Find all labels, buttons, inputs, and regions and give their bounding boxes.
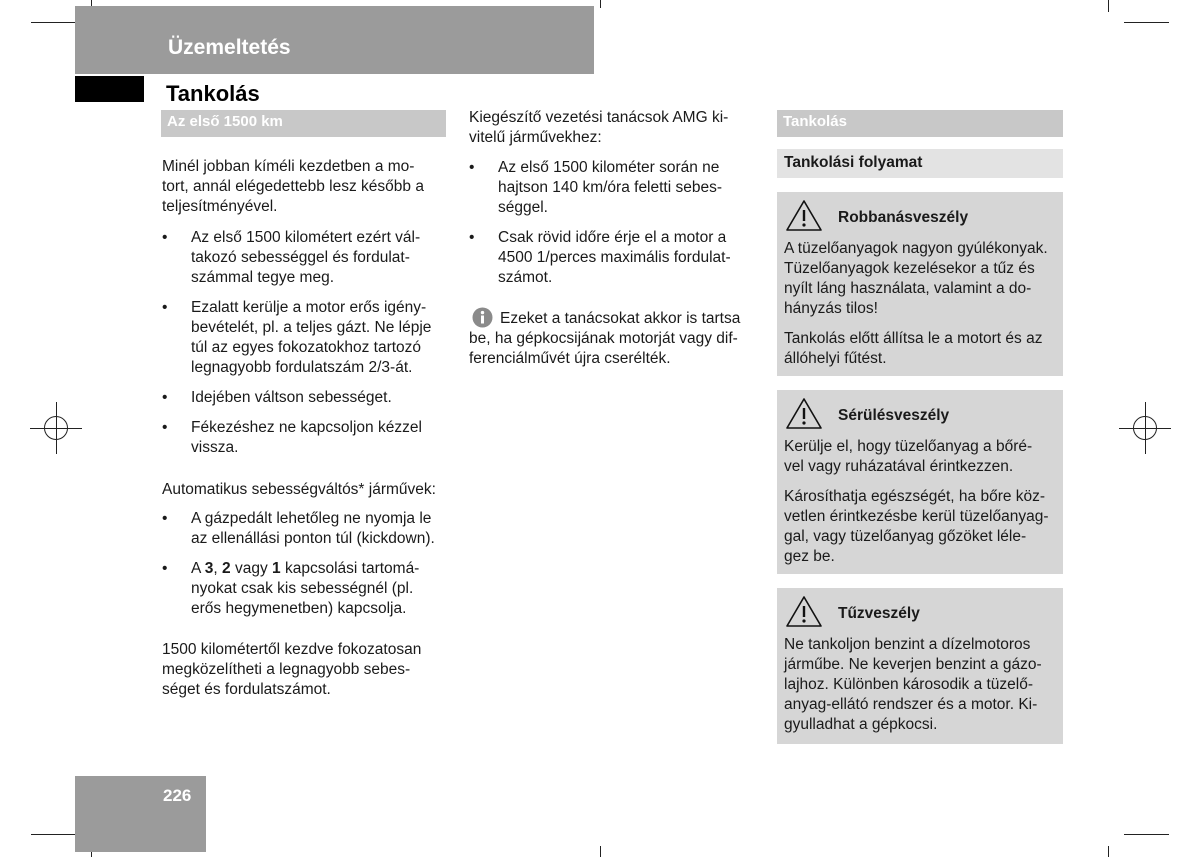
- text-line: Kiegészítő vezetési tanácsok AMG ki-: [469, 109, 729, 126]
- text-line: Károsíthatja egészségét, ha bőre köz-: [784, 488, 1046, 505]
- text-line: 1500 kilométertől kezdve fokozatosan: [162, 641, 422, 658]
- text-run: vagy: [230, 560, 273, 577]
- text-line: Az első 1500 kilométer során ne: [498, 159, 720, 176]
- bullet: •: [162, 229, 168, 246]
- text-line: Ne tankoljon benzint a dízelmotoros: [784, 636, 1031, 653]
- bullet: •: [469, 159, 475, 176]
- text-line: túl az egyes fokozatokhoz tartozó: [191, 339, 422, 356]
- crop-mark: [1108, 0, 1109, 12]
- text-line: vitelű járművekhez:: [469, 129, 602, 146]
- text-line: bevételét, pl. a teljes gázt. Ne lépje: [191, 319, 432, 336]
- text-line: gyulladhat a gépkocsi.: [784, 716, 938, 733]
- text-line: vissza.: [191, 439, 239, 456]
- text-line: Az első 1500 kilométert ezért vál-: [191, 229, 421, 246]
- text-line: [191, 559, 419, 579]
- text-line: állóhelyi fűtést.: [784, 350, 887, 367]
- crop-mark: [600, 0, 601, 8]
- warning-title: Robbanásveszély: [838, 209, 969, 226]
- crop-mark: [31, 22, 76, 23]
- registration-mark-icon: [38, 410, 74, 446]
- crop-mark: [1124, 22, 1169, 23]
- text-line: Csak rövid időre érje el a motor a: [498, 229, 727, 246]
- text-line: nyokat csak kis sebességnél (pl.: [191, 580, 414, 597]
- info-note: [469, 309, 740, 369]
- warning-text: [784, 239, 1048, 369]
- page-number: 226: [163, 786, 192, 805]
- page-title: Tankolás: [166, 81, 260, 106]
- crop-mark: [1124, 834, 1169, 835]
- warning-text: [784, 437, 1049, 567]
- text-run: ,: [213, 560, 223, 577]
- text-line: járműbe. Ne keverjen benzint a gázo-: [784, 656, 1042, 673]
- gear-range-2: 2: [222, 560, 231, 577]
- text-line: erős hegymenetben) kapcsolja.: [191, 600, 407, 617]
- text-run: kapcsolási tartomá-: [280, 560, 420, 577]
- warning-box-injury: [777, 390, 1063, 574]
- section-marker: [75, 76, 144, 102]
- bullet: •: [162, 510, 168, 527]
- bullet: •: [469, 229, 475, 246]
- text-line: Ezeket a tanácsokat akkor is tartsa: [500, 310, 741, 327]
- warning-box-explosion: [777, 192, 1063, 376]
- crop-mark: [31, 834, 76, 835]
- warning-text: [784, 635, 1042, 735]
- gear-range-1: 1: [272, 560, 281, 577]
- text-line: ferenciálművét újra cserélték.: [469, 350, 671, 367]
- text-line: A tüzelőanyagok nagyon gyúlékonyak.: [784, 240, 1048, 257]
- text-line: 4500 1/perces maximális fordulat-: [498, 249, 731, 266]
- text-line: legnagyobb fordulatszám 2/3-át.: [191, 359, 413, 376]
- text-line: megközelítheti a legnagyobb sebes-: [162, 661, 411, 678]
- auto-transmission-label: Automatikus sebességváltós* járművek:: [162, 481, 436, 498]
- warning-triangle-icon: [785, 199, 823, 237]
- bullet: •: [162, 299, 168, 316]
- bullet: •: [162, 419, 168, 436]
- text-line: Fékezéshez ne kapcsoljon kézzel: [191, 419, 422, 436]
- process-heading: [777, 149, 1063, 178]
- text-line: lajhoz. Különben károsodik a tüzelő-: [784, 676, 1034, 693]
- text-line: az ellenállási ponton túl (kickdown).: [191, 530, 435, 547]
- text-line: takozó sebességgel és fordulat-: [191, 249, 410, 266]
- process-heading-text: Tankolási folyamat: [784, 154, 923, 171]
- text-line: gez be.: [784, 548, 835, 565]
- warning-title: Sérülésveszély: [838, 407, 950, 424]
- text-line: tort, annál elégedettebb lesz később a: [162, 178, 424, 195]
- text-run: A: [191, 560, 205, 577]
- text-line: vel vagy ruházatával érintkezzen.: [784, 458, 1014, 475]
- amg-intro: [469, 108, 728, 148]
- text-line: gal, vagy tüzelőanyag gőzöket lélе-: [784, 528, 1027, 545]
- subhead-refueling: Tankolás: [777, 110, 1063, 137]
- left-closing: [162, 640, 421, 700]
- text-line: Minél jobban kíméli kezdetben a mo-: [162, 158, 415, 175]
- text-line: számmal tegye meg.: [191, 269, 334, 286]
- crop-mark: [600, 846, 601, 857]
- text-line: be, ha gépkocsijának motorját vagy dif-: [469, 330, 738, 347]
- gear-range-3: 3: [204, 560, 214, 577]
- text-line: számot.: [498, 269, 553, 286]
- left-intro: [162, 157, 424, 217]
- warning-box-fire: [777, 588, 1063, 744]
- warning-title: Tűzveszély: [838, 605, 920, 622]
- bullet: •: [162, 560, 168, 577]
- text-line: séget és fordulatszámot.: [162, 681, 331, 698]
- text-line: hajtson 140 km/óra feletti sebes-: [498, 179, 723, 196]
- text-line: séggel.: [498, 199, 548, 216]
- text-line: A gázpedált lehetőleg ne nyomja le: [191, 510, 432, 527]
- warning-triangle-icon: [785, 595, 823, 633]
- text-line: nyílt láng használata, valamint a do-: [784, 280, 1032, 297]
- subhead-first-1500km: Az első 1500 km: [161, 110, 446, 137]
- text-line: Ezalatt kerülje a motor erős igény-: [191, 299, 427, 316]
- text-line: vetlen érintkezésbe kerül tüzelőanyag-: [784, 508, 1049, 525]
- crop-mark: [1108, 846, 1109, 857]
- bullet: •: [162, 389, 168, 406]
- text-line: teljesítményével.: [162, 198, 278, 215]
- text-line: Tüzelőanyagok kezelésekor a tűz és: [784, 260, 1035, 277]
- text-line: anyag-ellátó rendszer és a motor. Ki-: [784, 696, 1038, 713]
- section-title: Üzemeltetés: [168, 36, 291, 59]
- text-line: Tankolás előtt állítsa le a motort és az: [784, 330, 1043, 347]
- registration-mark-icon: [1127, 410, 1163, 446]
- text-line: Idejében váltson sebességet.: [191, 389, 392, 406]
- section-tab: [75, 6, 594, 74]
- text-line: hányzás tilos!: [784, 300, 878, 317]
- text-line: Kerülje el, hogy tüzelőanyag a bőré-: [784, 438, 1033, 455]
- warning-triangle-icon: [785, 397, 823, 435]
